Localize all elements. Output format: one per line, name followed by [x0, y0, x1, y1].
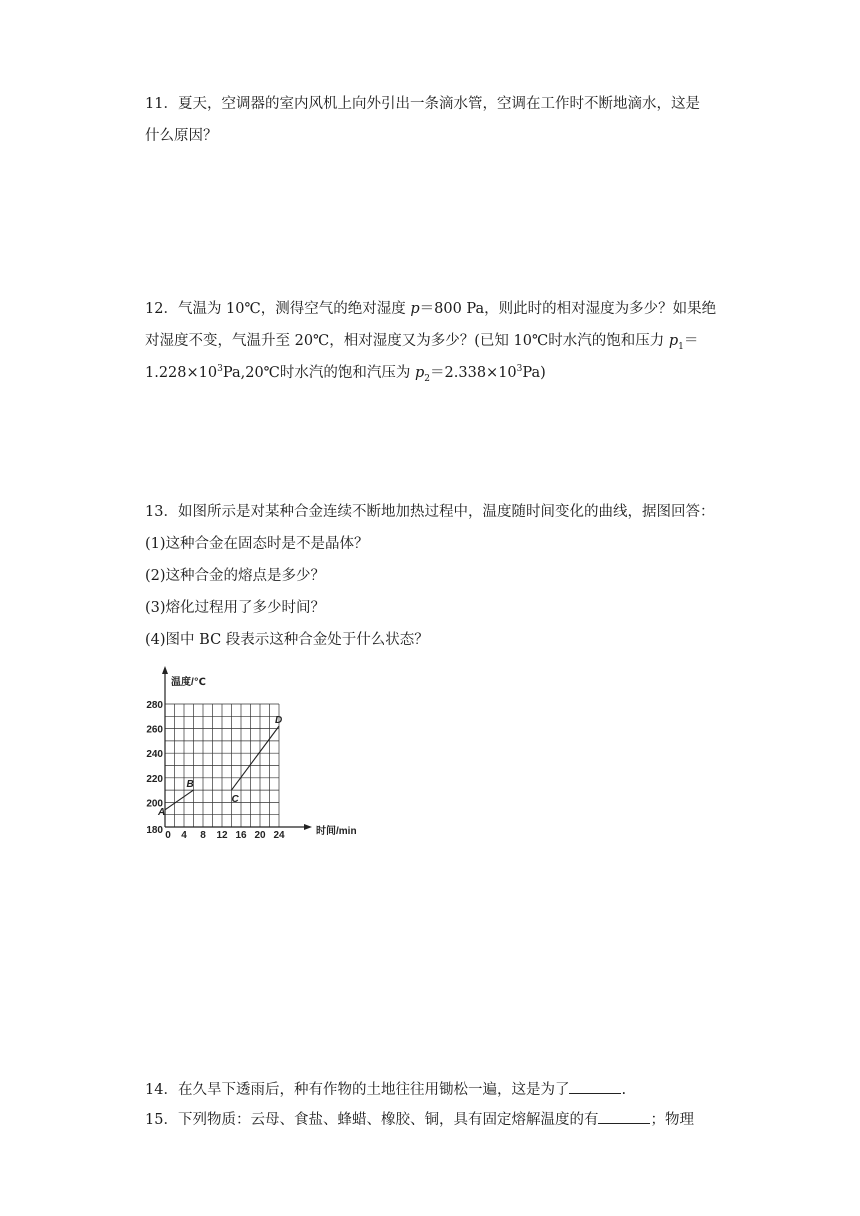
q12-var-p2: p [415, 365, 425, 381]
q13-sub-4: (4)图中 BC 段表示这种合金处于什么状态？ [145, 632, 429, 648]
point-label-b: B [186, 779, 194, 791]
q13-sub-3: (3)熔化过程用了多少时间？ [145, 600, 326, 616]
q12-text: Pa) [522, 365, 546, 381]
answer-blank[interactable] [598, 1109, 650, 1124]
point-label-a: A [158, 806, 166, 818]
y-tick-label: 220 [146, 773, 163, 785]
x-tick-labels [165, 830, 285, 841]
y-tick-label: 240 [146, 749, 163, 761]
q12-exp-2: 3 [516, 364, 523, 375]
question-11 [145, 88, 720, 152]
q12-text: ＝ [683, 333, 699, 349]
q12-text: Pa,20℃时水汽的饱和汽压为 [222, 365, 415, 381]
y-tick-label: 280 [146, 700, 163, 711]
chart-grid [165, 704, 279, 827]
x-axis-label: 时间/min [316, 826, 357, 837]
x-tick-label: 16 [235, 830, 247, 841]
q12-text: 12．气温为 10℃，测得空气的绝对湿度 [145, 301, 411, 317]
y-axis-label: 温度/℃ [171, 677, 206, 688]
x-tick-label: 12 [216, 830, 228, 841]
point-label-d: D [275, 715, 283, 727]
y-tick-label: 200 [146, 798, 163, 810]
x-axis-arrow [304, 824, 312, 830]
q15-text-tail: ；物理 [650, 1112, 694, 1128]
question-13 [145, 496, 720, 656]
q15-text: 15．下列物质：云母、食盐、蜂蜡、橡胶、铜，具有固定熔解温度的有 [145, 1112, 599, 1128]
temperature-time-chart [143, 664, 373, 844]
answer-blank[interactable] [569, 1079, 621, 1094]
point-label-c: C [231, 794, 239, 806]
chart-axes [162, 666, 312, 830]
question-14 [145, 1074, 720, 1106]
y-axis-arrow [162, 666, 168, 674]
y-tick-label: 260 [146, 724, 163, 736]
q12-var-p1: p [668, 333, 679, 349]
q12-sub-2: 2 [424, 373, 431, 384]
q12-sub-1: 1 [678, 341, 684, 352]
q13-sub-1: (1)这种合金在固态时是不是晶体？ [145, 536, 369, 552]
q12-var-p: p [410, 301, 420, 317]
q13-stem: 13．如图所示是对某种合金连续不断地加热过程中，温度随时间变化的曲线，据图回答： [145, 504, 715, 520]
q12-text: 对湿度不变，气温升至 20℃，相对湿度又为多少？(已知 10℃时水汽的饱和压力 [145, 333, 669, 349]
q13-sub-2: (2)这种合金的熔点是多少？ [145, 568, 326, 584]
q12-text: ＝2.338×10 [430, 365, 517, 381]
x-tick-label: 8 [200, 830, 206, 841]
question-12 [145, 293, 720, 389]
q14-period: . [621, 1082, 627, 1098]
q11-line1: 11．夏天，空调器的室内风机上向外引出一条滴水管，空调在工作时不断地滴水，这是 [145, 96, 700, 112]
question-15 [145, 1104, 720, 1136]
y-tick-label: 180 [146, 825, 163, 836]
x-tick-label: 4 [181, 830, 187, 841]
q14-text: 14．在久旱下透雨后，种有作物的土地往往用锄松一遍，这是为了 [145, 1082, 570, 1098]
x-tick-label: 0 [165, 830, 171, 841]
x-tick-label: 24 [273, 830, 285, 841]
q12-text: 1.228×10 [145, 365, 218, 381]
q12-text: ＝800 Pa，则此时的相对湿度为多少？如果绝 [419, 301, 717, 317]
q11-line2: 什么原因？ [145, 128, 218, 144]
x-tick-label: 20 [254, 830, 266, 841]
series-line [165, 790, 194, 810]
series-line [232, 726, 280, 790]
q12-exp-1: 3 [217, 364, 223, 375]
